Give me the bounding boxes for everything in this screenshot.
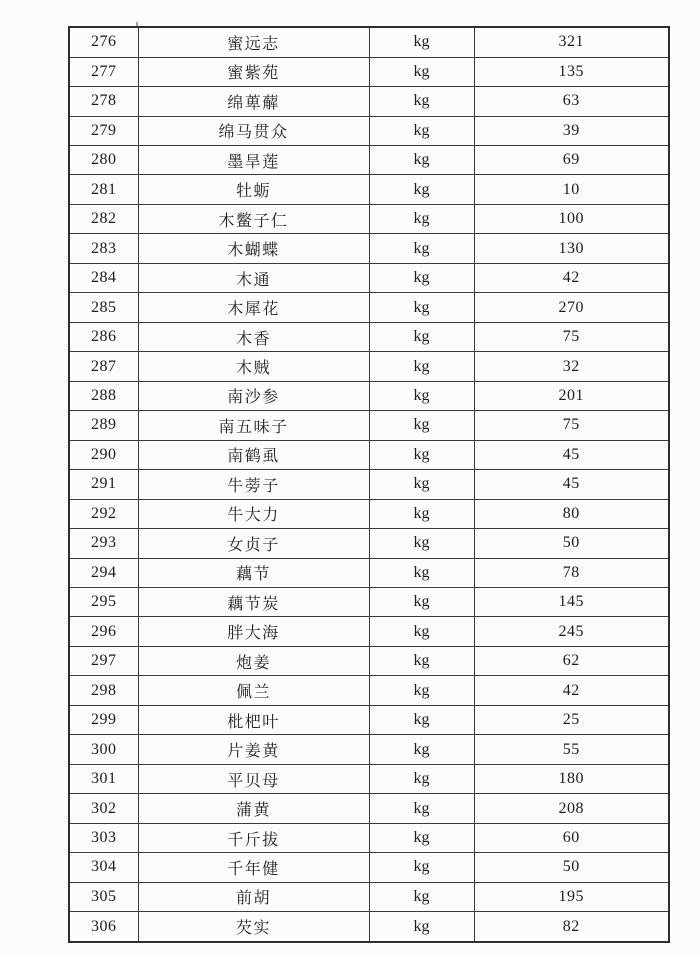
table-row <box>69 676 669 705</box>
unit-cell: kg <box>369 381 474 410</box>
herb-name-cell: 木香 <box>138 322 369 351</box>
unit-cell: kg <box>369 912 474 942</box>
row-number-cell: 286 <box>69 322 138 351</box>
row-number-cell: 276 <box>69 27 138 57</box>
herb-name-cell: 木犀花 <box>138 293 369 322</box>
row-number-cell: 305 <box>69 882 138 911</box>
row-number-cell: 283 <box>69 234 138 263</box>
herb-name-cell: 绵萆薢 <box>138 87 369 116</box>
table-row <box>69 499 669 528</box>
herb-name-cell: 绵马贯众 <box>138 116 369 145</box>
quantity-cell: 201 <box>474 381 669 410</box>
unit-cell: kg <box>369 234 474 263</box>
quantity-cell: 63 <box>474 87 669 116</box>
herb-name-cell: 藕节炭 <box>138 588 369 617</box>
table-row <box>69 764 669 793</box>
herb-name-cell: 牛大力 <box>138 499 369 528</box>
herb-name-cell: 千斤拔 <box>138 823 369 852</box>
table-row <box>69 27 669 57</box>
herb-name-cell: 南鹤虱 <box>138 440 369 469</box>
table-row <box>69 470 669 499</box>
herb-name-cell: 木贼 <box>138 352 369 381</box>
herb-name-cell: 蜜远志 <box>138 27 369 57</box>
unit-cell: kg <box>369 823 474 852</box>
unit-cell: kg <box>369 735 474 764</box>
quantity-cell: 50 <box>474 529 669 558</box>
quantity-cell: 25 <box>474 705 669 734</box>
quantity-cell: 75 <box>474 411 669 440</box>
quantity-cell: 55 <box>474 735 669 764</box>
row-number-cell: 304 <box>69 853 138 882</box>
quantity-cell: 42 <box>474 263 669 292</box>
unit-cell: kg <box>369 588 474 617</box>
table-row <box>69 87 669 116</box>
herb-name-cell: 炮姜 <box>138 646 369 675</box>
row-number-cell: 289 <box>69 411 138 440</box>
table-row <box>69 646 669 675</box>
herb-name-cell: 芡实 <box>138 912 369 942</box>
row-number-cell: 290 <box>69 440 138 469</box>
unit-cell: kg <box>369 87 474 116</box>
quantity-cell: 82 <box>474 912 669 942</box>
unit-cell: kg <box>369 853 474 882</box>
table-body <box>69 27 669 942</box>
quantity-cell: 32 <box>474 352 669 381</box>
table-row <box>69 57 669 86</box>
herb-name-cell: 前胡 <box>138 882 369 911</box>
unit-cell: kg <box>369 499 474 528</box>
table-row <box>69 912 669 942</box>
table-row <box>69 204 669 233</box>
quantity-cell: 195 <box>474 882 669 911</box>
quantity-cell: 45 <box>474 470 669 499</box>
herb-name-cell: 南沙参 <box>138 381 369 410</box>
table-row <box>69 882 669 911</box>
unit-cell: kg <box>369 263 474 292</box>
table-row <box>69 234 669 263</box>
table-row <box>69 794 669 823</box>
row-number-cell: 281 <box>69 175 138 204</box>
table-row <box>69 263 669 292</box>
quantity-cell: 62 <box>474 646 669 675</box>
row-number-cell: 280 <box>69 145 138 174</box>
quantity-cell: 60 <box>474 823 669 852</box>
herb-name-cell: 片姜黄 <box>138 735 369 764</box>
unit-cell: kg <box>369 646 474 675</box>
row-number-cell: 296 <box>69 617 138 646</box>
quantity-cell: 208 <box>474 794 669 823</box>
row-number-cell: 298 <box>69 676 138 705</box>
herb-name-cell: 平贝母 <box>138 764 369 793</box>
herb-name-cell: 木通 <box>138 263 369 292</box>
unit-cell: kg <box>369 204 474 233</box>
quantity-cell: 45 <box>474 440 669 469</box>
table-row <box>69 853 669 882</box>
quantity-cell: 10 <box>474 175 669 204</box>
row-number-cell: 300 <box>69 735 138 764</box>
herb-name-cell: 胖大海 <box>138 617 369 646</box>
row-number-cell: 306 <box>69 912 138 942</box>
herb-name-cell: 牡蛎 <box>138 175 369 204</box>
row-number-cell: 277 <box>69 57 138 86</box>
quantity-cell: 130 <box>474 234 669 263</box>
unit-cell: kg <box>369 529 474 558</box>
table-row <box>69 617 669 646</box>
unit-cell: kg <box>369 705 474 734</box>
table-row <box>69 145 669 174</box>
unit-cell: kg <box>369 57 474 86</box>
unit-cell: kg <box>369 558 474 587</box>
quantity-cell: 135 <box>474 57 669 86</box>
herb-name-cell: 南五味子 <box>138 411 369 440</box>
herb-name-cell: 牛蒡子 <box>138 470 369 499</box>
row-number-cell: 295 <box>69 588 138 617</box>
unit-cell: kg <box>369 676 474 705</box>
unit-cell: kg <box>369 145 474 174</box>
herb-name-cell: 木鳖子仁 <box>138 204 369 233</box>
herb-name-cell: 女贞子 <box>138 529 369 558</box>
table-row <box>69 735 669 764</box>
row-number-cell: 278 <box>69 87 138 116</box>
herb-name-cell: 蜜紫苑 <box>138 57 369 86</box>
unit-cell: kg <box>369 116 474 145</box>
unit-cell: kg <box>369 322 474 351</box>
quantity-cell: 245 <box>474 617 669 646</box>
table-row <box>69 411 669 440</box>
table-row <box>69 293 669 322</box>
table-row <box>69 705 669 734</box>
row-number-cell: 299 <box>69 705 138 734</box>
unit-cell: kg <box>369 352 474 381</box>
unit-cell: kg <box>369 617 474 646</box>
unit-cell: kg <box>369 794 474 823</box>
row-number-cell: 297 <box>69 646 138 675</box>
quantity-cell: 50 <box>474 853 669 882</box>
herb-inventory-table <box>68 26 670 943</box>
row-number-cell: 285 <box>69 293 138 322</box>
herb-name-cell: 藕节 <box>138 558 369 587</box>
row-number-cell: 301 <box>69 764 138 793</box>
unit-cell: kg <box>369 440 474 469</box>
row-number-cell: 303 <box>69 823 138 852</box>
quantity-cell: 321 <box>474 27 669 57</box>
table-row <box>69 116 669 145</box>
row-number-cell: 288 <box>69 381 138 410</box>
quantity-cell: 180 <box>474 764 669 793</box>
unit-cell: kg <box>369 293 474 322</box>
herb-name-cell: 墨旱莲 <box>138 145 369 174</box>
row-number-cell: 292 <box>69 499 138 528</box>
quantity-cell: 75 <box>474 322 669 351</box>
quantity-cell: 145 <box>474 588 669 617</box>
herb-name-cell: 蒲黄 <box>138 794 369 823</box>
table-row <box>69 381 669 410</box>
quantity-cell: 80 <box>474 499 669 528</box>
table-row <box>69 175 669 204</box>
row-number-cell: 291 <box>69 470 138 499</box>
quantity-cell: 78 <box>474 558 669 587</box>
row-number-cell: 302 <box>69 794 138 823</box>
unit-cell: kg <box>369 411 474 440</box>
quantity-cell: 100 <box>474 204 669 233</box>
herb-name-cell: 木蝴蝶 <box>138 234 369 263</box>
row-number-cell: 294 <box>69 558 138 587</box>
table-row <box>69 588 669 617</box>
table-row <box>69 322 669 351</box>
row-number-cell: 284 <box>69 263 138 292</box>
quantity-cell: 270 <box>474 293 669 322</box>
unit-cell: kg <box>369 27 474 57</box>
table-row <box>69 823 669 852</box>
table-row <box>69 352 669 381</box>
table-row <box>69 558 669 587</box>
unit-cell: kg <box>369 470 474 499</box>
row-number-cell: 279 <box>69 116 138 145</box>
herb-name-cell: 佩兰 <box>138 676 369 705</box>
table-row <box>69 440 669 469</box>
table-row <box>69 529 669 558</box>
unit-cell: kg <box>369 175 474 204</box>
unit-cell: kg <box>369 764 474 793</box>
row-number-cell: 287 <box>69 352 138 381</box>
unit-cell: kg <box>369 882 474 911</box>
herb-name-cell: 枇杷叶 <box>138 705 369 734</box>
quantity-cell: 39 <box>474 116 669 145</box>
quantity-cell: 69 <box>474 145 669 174</box>
quantity-cell: 42 <box>474 676 669 705</box>
row-number-cell: 282 <box>69 204 138 233</box>
herb-name-cell: 千年健 <box>138 853 369 882</box>
row-number-cell: 293 <box>69 529 138 558</box>
